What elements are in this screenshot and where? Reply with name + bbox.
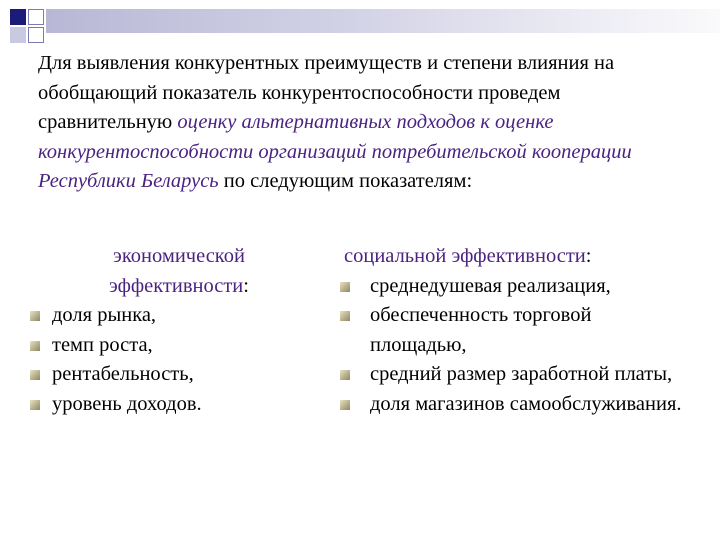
decor-top-bar — [46, 9, 720, 33]
list-item — [30, 331, 330, 361]
intro-tail: по следующим показателям: — [218, 170, 473, 192]
decor-square-outline — [28, 9, 44, 25]
economic-column — [30, 242, 330, 419]
economic-heading-colon: : — [243, 274, 249, 297]
list-item-text: обеспеченность торговой площадью, — [370, 304, 592, 356]
bullet-icon — [30, 370, 40, 380]
list-item — [30, 390, 330, 420]
list-item — [338, 390, 688, 420]
economic-heading-text: экономической эффективности — [109, 245, 245, 297]
bullet-icon — [30, 341, 40, 351]
bullet-icon — [340, 311, 350, 321]
intro-paragraph — [38, 49, 688, 197]
economic-heading — [30, 242, 284, 301]
bullet-icon — [30, 400, 40, 410]
list-item — [30, 360, 330, 390]
list-item-text: доля магазинов самообслуживания. — [370, 392, 682, 415]
list-item-text: доля рынка, — [52, 304, 157, 326]
economic-list — [30, 301, 330, 419]
bullet-icon — [340, 282, 350, 292]
list-item — [338, 272, 688, 302]
list-item-text: темп роста, — [52, 333, 153, 356]
social-column — [338, 242, 688, 419]
list-item-text: рентабельность, — [52, 363, 194, 385]
intro-highlight: оценку альтернативных подходов к оценке конкурентоспособности организаций потребительской кооперации Республики Беларусь — [38, 111, 632, 192]
decor-square-outline — [28, 27, 44, 43]
list-item-text: средний размер заработной платы, — [370, 363, 673, 385]
decor-square-light — [10, 27, 26, 43]
list-item — [338, 360, 688, 390]
social-heading-colon: : — [585, 245, 592, 267]
list-item — [30, 301, 330, 331]
bullet-icon — [30, 311, 40, 321]
intro-text: Для выявления конкурентных преимуществ и степени влияния на обобщающий показатель конкурентоспособности проведем сравнительную — [38, 52, 615, 133]
list-item-text: уровень доходов. — [52, 392, 202, 415]
social-heading-text: социальной эффективности — [344, 245, 586, 267]
list-item-text: среднедушевая реализация, — [370, 274, 611, 297]
decor-square-navy — [10, 9, 26, 25]
social-list — [338, 272, 688, 420]
bullet-icon — [340, 400, 350, 410]
list-item — [338, 301, 688, 360]
bullet-icon — [340, 370, 350, 380]
social-heading — [338, 242, 688, 272]
